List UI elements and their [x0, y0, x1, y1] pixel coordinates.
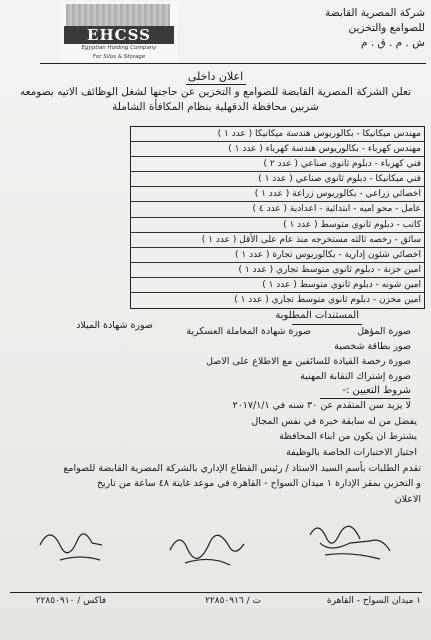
footer-address: ١ ميدان السواح - القاهرة [326, 596, 421, 606]
condition-item: لا يزيد سن المتقدم عن ٣٠ سنه في ٢٠١٧/١/١ [232, 400, 411, 411]
job-row: فني كهرباء - دبلوم ثانوي صناعي ( عدد ٢ ) [131, 157, 424, 172]
submission-line: الاعلان [394, 494, 421, 505]
signature-stroke [60, 557, 100, 560]
documents-heading-underline [292, 324, 362, 325]
document-item: صورة شهادة الميلاد [76, 320, 153, 331]
announcement-line-2: شربين محافظة الدقهلية بنظام المكافأة الشاملة [112, 101, 319, 113]
signature-stroke [185, 559, 230, 565]
footer-divider [10, 592, 422, 593]
logo-subtitle-2: For Silos & Storage [92, 54, 146, 60]
job-row: عامل - محو اميه - ابتدائية - اعدادية ( عدد ٤ ) [131, 202, 424, 217]
announcement-heading: اعلان داخلى [187, 70, 244, 83]
conditions-heading: شروط التعيين :- [342, 385, 411, 396]
signature-stroke [320, 540, 390, 551]
company-logo [60, 2, 178, 62]
footer-phone: ت / ٢٢٨٥٠٩١٦ [205, 596, 261, 606]
company-line: ش . م . ق . م [360, 37, 425, 49]
company-line: شركة المصرية القابضة [325, 7, 425, 19]
document-item: صورة رخصة القيادة للسائقين مع الاطلاع على الاصل [206, 356, 411, 367]
documents-heading: المستندات المطلوبة [275, 310, 359, 321]
company-line: للصوامع والتخزين [348, 22, 425, 34]
footer-fax: فاكس / ٢٢٨٥٠٩١٠ [35, 596, 106, 606]
document-item: صورة شهادة المعاملة العسكرية [186, 326, 311, 337]
signature-stroke [310, 526, 360, 543]
condition-item: يفضل من له سابقة خبرة في نفس المجال [251, 416, 417, 427]
job-row: اخصائي شئون إدارية - بكالوريوس تجارة ( عدد ١ ) [131, 248, 424, 263]
submission-line: تقدم الطلبات بأسم السيد الاستاذ / رئيس القطاع الإداري بالشركة المصرية القابضة للصوامع [63, 463, 421, 474]
signature-stroke [170, 535, 244, 558]
conditions-heading-underline [320, 398, 410, 399]
job-row: مهندس كهرباء - بكالوريوس هندسة كهرباء ( عدد ١ ) [131, 142, 424, 157]
logo-subtitle: Egyptian Holding Company [81, 45, 157, 51]
job-row: امين شونه - دبلوم ثانوي متوسط ( عدد ١ ) [131, 278, 424, 293]
job-row: امين خزنة - دبلوم ثانوي متوسط تجاري ( عدد ١ ) [131, 263, 424, 278]
signature-stroke [40, 534, 102, 553]
job-row: سائق - رخصه ثالثه مستخرجه منذ عام على الأقل ( عدد ١ ) [131, 233, 424, 248]
job-row: كاتب - دبلوم ثانوي متوسط ( عدد ١ ) [131, 218, 424, 233]
heading-underline [186, 84, 246, 85]
announcement-line-1: تعلن الشركة المصرية القابضة للصوامع و التخزين عن حاجتها لشغل الوظائف الاتيه بصومعه [19, 86, 412, 98]
signatures [20, 515, 420, 585]
header-divider [40, 63, 426, 64]
document-item: صورة المؤهل [357, 326, 411, 337]
jobs-table [130, 126, 425, 309]
company-name-block [325, 6, 425, 51]
job-row: امين مخزن - دبلوم ثانوي متوسط تجاري ( عدد ١ ) [234, 295, 421, 306]
job-row: اخصائي زراعي - بكالوريوس زراعة ( عدد ١ ) [131, 187, 424, 202]
submission-line: و التخزين بمقر الإدارة ١ ميدان السواح - القاهرة في موعد غايتة ٤٨ ساعة من تاريخ [96, 478, 421, 489]
document-item: صورة إشتراك النقابة المهنية [300, 371, 411, 382]
job-row: مهندس ميكانيكا - بكالوريوس هندسة ميكانيكا ( عدد ١ ) [131, 127, 424, 142]
condition-item: يشترط ان يكون من ابناء المحافظة [279, 431, 417, 442]
document-item: صور بطاقة شخصية [334, 341, 411, 352]
condition-item: اجتياز الاختبارات الخاصة بالوظيفة [286, 447, 417, 458]
job-row: فني ميكانيكا - دبلوم ثانوي صناعي ( عدد ١ ) [131, 172, 424, 187]
logo-text: EHCSS [64, 26, 174, 44]
signature-stroke [325, 554, 380, 559]
